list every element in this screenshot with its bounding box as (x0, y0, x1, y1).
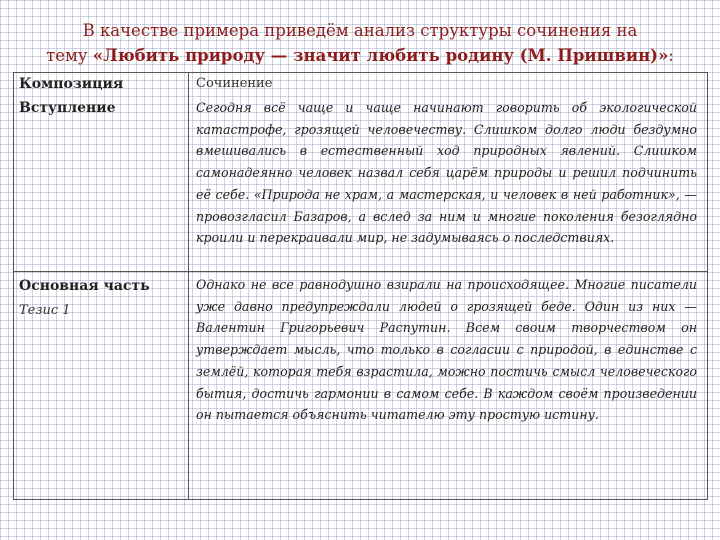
row-text-introduction: Сегодня всё чаще и чаще начинают говорить об экологической катастрофе, грозящей человечеству. Слишком долго люди бездумно вмешивались в естественный ход природных явлений. Слишком самонадеянно человек назвал себя царём природы и решил подчинить её себе. «Природа не храм, а мастерская, и человек в ней работник», — провозгласил Базаров, а вслед за ним и многие поколения безоглядно кроили и перекраивали мир, не задумываясь о последствиях. (196, 100, 697, 246)
title-prefix: тему (46, 46, 93, 65)
row-sublabel-thesis: Тезис 1 (19, 303, 71, 318)
header-essay: Сочинение (196, 76, 273, 91)
header-composition: Композиция (19, 76, 124, 92)
row-label-introduction: Вступление (19, 100, 116, 116)
row-text-main-part: Однако не все равнодушно взирали на происходящее. Многие писатели уже давно предупреждали людей о грозящей беде. Один из них — Валентин Григорьевич Распутин. Всем своим творчеством он утверждает мысль, что только в согласии с природой, в единстве с землёй, которая тебя взрастила, можно постичь смысл человеческого бытия, достичь гармонии в самом себе. В каждом своём произведении он пытается объяснить читателю эту простую истину. (196, 277, 697, 423)
essay-structure-table (13, 72, 708, 500)
row-label-main-part: Основная часть (19, 278, 150, 294)
title-suffix: : (668, 46, 674, 65)
row-divider (14, 271, 707, 272)
column-divider (188, 73, 189, 499)
title-line-1: В качестве примера приведём анализ структуры сочинения на (82, 21, 638, 40)
title-line-2 (0, 43, 720, 68)
essay-topic: «Любить природу — значит любить родину (М. Пришвин)» (92, 46, 669, 65)
page-title (0, 18, 720, 68)
